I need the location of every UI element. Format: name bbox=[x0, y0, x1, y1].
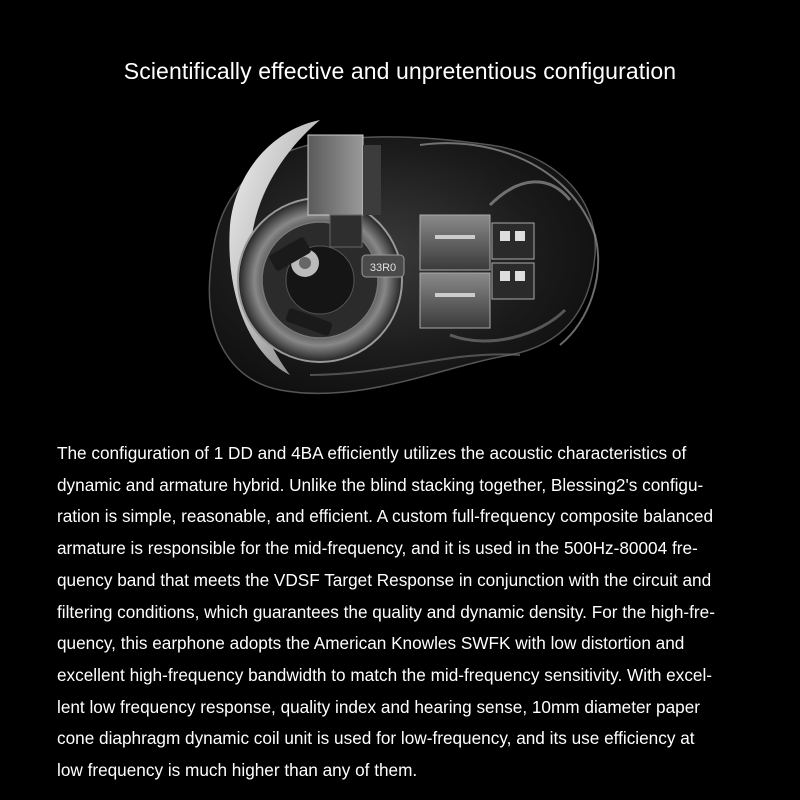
description-line: low frequency is much higher than any of them. bbox=[57, 760, 418, 781]
description-line: quency, this earphone adopts the American Knowles SWFK with low distortion and bbox=[57, 633, 685, 654]
resistor-icon bbox=[362, 255, 404, 277]
description-line: filtering conditions, which guarantees the quality and dynamic density. For the high-fre- bbox=[57, 601, 715, 622]
description-line: dynamic and armature hybrid. Unlike the blind stacking together, Blessing2's configu- bbox=[57, 474, 704, 495]
resistor-label: 33R0 bbox=[369, 262, 397, 274]
description-line: The configuration of 1 DD and 4BA efficiently utilizes the acoustic characteristics of bbox=[57, 443, 687, 463]
description-paragraph bbox=[57, 438, 747, 787]
dynamic-driver-icon bbox=[238, 198, 402, 362]
description-line: ration is simple, reasonable, and efficient. A custom full-frequency composite balanced bbox=[57, 506, 714, 527]
description-line: cone diaphragm dynamic coil unit is used for low-frequency, and its use efficiency at bbox=[57, 728, 695, 749]
earphone-exploded-view-icon bbox=[190, 105, 620, 415]
description-line: armature is responsible for the mid-frequency, and it is used in the 500Hz-80004 fre- bbox=[57, 538, 698, 559]
description-line: quency band that meets the VDSF Target Response in conjunction with the circuit and bbox=[57, 569, 712, 590]
description-line: excellent high-frequency bandwidth to match the mid-frequency sensitivity. With excel- bbox=[57, 664, 713, 685]
description-line: lent low frequency response, quality index and hearing sense, 10mm diameter paper bbox=[57, 696, 700, 717]
page-title: Scientifically effective and unpretentious configuration bbox=[123, 58, 677, 84]
